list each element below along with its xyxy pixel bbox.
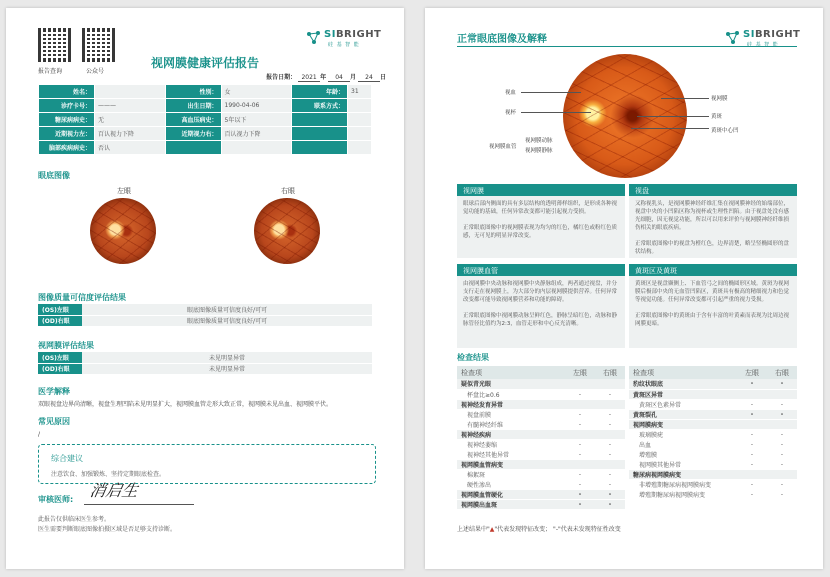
info-key bbox=[292, 127, 348, 141]
table-row bbox=[38, 352, 372, 363]
check-cell: 黄斑区异常 bbox=[629, 389, 737, 399]
column-header: 左眼 bbox=[565, 366, 595, 379]
date-month: 04 bbox=[328, 74, 350, 82]
check-cell: - bbox=[595, 439, 625, 449]
optic-disc-explain-body: 又称视乳头，是视网膜神经纤维汇集在视网膜神经的始端部位，视盘中央的小凹陷区称为视杯或生理性凹陷。由于视盘处没有感光细胞，因无视觉功能，所以可以用来评价与视网膜神经纤维损伤相关的眼底疾病。 正常眼底图像中的视盘为橙红色，边界清楚，略呈竖椭圆形的盘状结构。 bbox=[629, 196, 797, 258]
table-row bbox=[39, 141, 372, 155]
leader-line bbox=[521, 112, 591, 113]
table-row bbox=[38, 304, 372, 315]
retina-left-value: 未见明显异常 bbox=[82, 352, 372, 363]
check-cell: 棉絮斑 bbox=[457, 469, 565, 479]
date-day: 24 bbox=[358, 74, 380, 82]
info-key: 近期视力右： bbox=[165, 127, 221, 141]
logo-network-icon bbox=[725, 30, 741, 46]
check-cell: - bbox=[595, 469, 625, 479]
check-cell bbox=[565, 459, 595, 469]
info-value: ——— bbox=[95, 99, 166, 113]
check-cell: 视网膜血管硬化 bbox=[457, 489, 565, 499]
check-cell: 糖尿病视网膜病变 bbox=[629, 469, 737, 479]
report-page-2 bbox=[425, 8, 823, 569]
table-row bbox=[629, 439, 797, 449]
check-cell: - bbox=[767, 429, 797, 439]
right-eye-caption: 右眼 bbox=[281, 187, 295, 195]
retina-explain-title: 视网膜 bbox=[457, 184, 625, 196]
table-row bbox=[629, 469, 797, 479]
check-cell bbox=[595, 399, 625, 409]
check-cell bbox=[595, 429, 625, 439]
advice-box bbox=[38, 444, 376, 484]
table-row bbox=[457, 419, 625, 429]
info-key: 近期视力左： bbox=[39, 127, 95, 141]
leader-line bbox=[637, 116, 709, 117]
label-fovea: 黄斑中心凹 bbox=[711, 128, 739, 134]
check-cell: - bbox=[595, 479, 625, 489]
check-cell: - bbox=[595, 489, 625, 499]
info-key: 高血压病史： bbox=[165, 113, 221, 127]
logo-brand-a: SI bbox=[743, 29, 755, 40]
retina-explain-body: 眼球后部内侧面的具有多层结构的透明薄样组织，是形成各种视觉功能的基础，任何异常改变都可能引起视力受损。 正常眼底图像中的视网膜表现为均匀的红色，橘红色或粉红色质感，无可见的明显异常改变。 bbox=[457, 196, 625, 258]
label-retina: 视网膜 bbox=[711, 96, 728, 102]
check-cell: - bbox=[767, 409, 797, 419]
table-row bbox=[457, 469, 625, 479]
check-cell: - bbox=[565, 489, 595, 499]
check-cell: 疑似青光眼 bbox=[457, 379, 565, 389]
table-row bbox=[457, 489, 625, 499]
logo-brand-b: BRIGHT bbox=[335, 29, 382, 40]
check-cell: - bbox=[595, 409, 625, 419]
check-cell: 视神经其他异常 bbox=[457, 449, 565, 459]
table-row bbox=[38, 363, 372, 374]
retina-table bbox=[38, 352, 372, 375]
table-row bbox=[457, 499, 625, 509]
table-header bbox=[457, 366, 625, 379]
check-cell: 视神经萎缩 bbox=[457, 439, 565, 449]
check-cell: - bbox=[565, 439, 595, 449]
table-row bbox=[629, 449, 797, 459]
advice-title: 综合建议 bbox=[51, 454, 83, 463]
check-cell: 杯盘比≥0.6 bbox=[457, 389, 565, 399]
check-cell: - bbox=[595, 499, 625, 509]
signature-line bbox=[84, 504, 194, 505]
check-cell: - bbox=[737, 399, 767, 409]
check-cell: - bbox=[595, 449, 625, 459]
check-cell: 视神经发育异常 bbox=[457, 399, 565, 409]
date-m: 月 bbox=[350, 74, 357, 81]
check-cell: 视网膜病变 bbox=[629, 419, 737, 429]
check-cell: - bbox=[737, 429, 767, 439]
check-cell bbox=[565, 399, 595, 409]
check-cell: - bbox=[767, 439, 797, 449]
check-cell: - bbox=[737, 479, 767, 489]
check-cell: 有髓神经纤维 bbox=[457, 419, 565, 429]
check-cell: - bbox=[565, 449, 595, 459]
retina-right-value: 未见明显异常 bbox=[82, 363, 372, 374]
left-eye-caption: 左眼 bbox=[117, 187, 131, 195]
check-cell bbox=[595, 459, 625, 469]
table-header bbox=[629, 366, 797, 379]
check-cell: 视网膜其他异常 bbox=[629, 459, 737, 469]
causes-text: / bbox=[38, 431, 41, 438]
logo-sub: 硅 基 智 能 bbox=[328, 42, 360, 48]
table-row bbox=[39, 127, 372, 141]
advice-text: 注意饮食、加强锻炼、坚持定期眼底检查。 bbox=[51, 471, 166, 478]
check-cell: 黄斑裂孔 bbox=[629, 409, 737, 419]
sibright-logo bbox=[306, 28, 384, 50]
check-cell: - bbox=[767, 479, 797, 489]
check-cell: - bbox=[767, 379, 797, 389]
check-cell bbox=[565, 379, 595, 389]
info-key: 联系方式： bbox=[292, 99, 348, 113]
check-cell: 出血 bbox=[629, 439, 737, 449]
check-cell: - bbox=[767, 399, 797, 409]
date-year: 2021 bbox=[298, 74, 320, 82]
info-key: 年龄： bbox=[292, 85, 348, 99]
info-value bbox=[221, 141, 292, 155]
label-vessel: 视血 bbox=[505, 90, 517, 96]
date-y: 年 bbox=[320, 74, 327, 81]
info-value: 百认视力下降 bbox=[95, 127, 166, 141]
right-eye-fundus-image[interactable] bbox=[254, 198, 320, 264]
info-value bbox=[348, 127, 372, 141]
legend-text: "代表发现特征改变； "-"代表未发现特征性改变 bbox=[494, 526, 621, 533]
check-cell: - bbox=[767, 459, 797, 469]
check-cell: 增殖膜 bbox=[629, 449, 737, 459]
table-row bbox=[629, 419, 797, 429]
info-value bbox=[348, 141, 372, 155]
reviewer-label: 审核医师: bbox=[38, 495, 74, 504]
check-cell: 玻璃膜疣 bbox=[629, 429, 737, 439]
left-eye-fundus-image[interactable] bbox=[90, 198, 156, 264]
info-value: 否认 bbox=[95, 141, 166, 155]
check-cell: - bbox=[737, 459, 767, 469]
check-cell: - bbox=[595, 389, 625, 399]
label-optic-cup: 视杯 bbox=[505, 110, 517, 116]
check-cell bbox=[737, 419, 767, 429]
table-row bbox=[629, 379, 797, 389]
check-cell: 增殖期糖尿病视网膜病变 bbox=[629, 489, 737, 499]
table-row bbox=[629, 389, 797, 399]
check-cell: - bbox=[737, 439, 767, 449]
label-disc-vein: 视网膜静脉 bbox=[525, 148, 553, 154]
quality-left-key: (OS)左眼 bbox=[38, 304, 82, 315]
check-cell bbox=[767, 389, 797, 399]
quality-right-key: (OD)右眼 bbox=[38, 315, 82, 326]
check-cell: - bbox=[565, 409, 595, 419]
logo-sub: 硅 基 智 能 bbox=[747, 42, 779, 48]
qr-label-account: 公众号 bbox=[86, 68, 105, 75]
footer-note-2: 医生需要判断眼底图像拍摄区域是否足够支持诊断。 bbox=[38, 526, 177, 533]
check-cell bbox=[737, 469, 767, 479]
check-cell bbox=[767, 419, 797, 429]
table-row bbox=[457, 479, 625, 489]
info-key: 诊疗卡号： bbox=[39, 99, 95, 113]
column-header: 左眼 bbox=[737, 366, 767, 379]
warning-triangle-icon: ▲ bbox=[489, 526, 495, 533]
title-divider bbox=[457, 46, 797, 47]
fundus-section-title: 眼底图像 bbox=[38, 171, 70, 180]
table-row bbox=[629, 429, 797, 439]
logo-brand-b: BRIGHT bbox=[754, 29, 801, 40]
info-key: 脑部疾病病史： bbox=[39, 141, 95, 155]
check-cell bbox=[737, 389, 767, 399]
legend-prefix: 上述结果中" bbox=[457, 526, 490, 533]
info-value: 女 bbox=[221, 85, 292, 99]
check-cell: - bbox=[595, 419, 625, 429]
table-row bbox=[457, 389, 625, 399]
table-row bbox=[457, 399, 625, 409]
medical-section-title: 医学解释 bbox=[38, 387, 70, 396]
check-cell: 硬性渗出 bbox=[457, 479, 565, 489]
check-cell: - bbox=[767, 489, 797, 499]
column-header: 检查项 bbox=[629, 366, 737, 379]
medical-text: 双眼视盘边界尚清晰，视盘生理凹陷未见明显扩大，视网膜血管走形大致正常，视网膜未见出血、视网膜平伏。 bbox=[38, 401, 333, 408]
macula-explain-box bbox=[629, 264, 797, 348]
info-value bbox=[348, 99, 372, 113]
check-cell: 非增殖期糖尿病视网膜病变 bbox=[629, 479, 737, 489]
report-title: 视网膜健康评估报告 bbox=[150, 56, 259, 70]
optic-disc-explain-title: 视盘 bbox=[629, 184, 797, 196]
table-row bbox=[457, 449, 625, 459]
label-macula: 黄斑 bbox=[711, 114, 723, 120]
patient-info-table bbox=[38, 84, 372, 155]
check-cell bbox=[767, 469, 797, 479]
info-key: 姓名： bbox=[39, 85, 95, 99]
optic-disc-explain-box bbox=[629, 184, 797, 258]
report-page-1 bbox=[6, 8, 404, 569]
check-cell: - bbox=[767, 449, 797, 459]
table-row bbox=[629, 459, 797, 469]
check-cell: - bbox=[565, 479, 595, 489]
check-cell: 视神经疾病 bbox=[457, 429, 565, 439]
quality-table bbox=[38, 304, 372, 327]
check-cell: 黄斑区色素异常 bbox=[629, 399, 737, 409]
vessel-explain-title: 视网膜血管 bbox=[457, 264, 625, 276]
column-header: 右眼 bbox=[767, 366, 797, 379]
info-key: 性别： bbox=[165, 85, 221, 99]
retina-explain-box bbox=[457, 184, 625, 258]
table-row bbox=[629, 489, 797, 499]
info-value: 1990-04-06 bbox=[221, 99, 292, 113]
info-value: 31 bbox=[348, 85, 372, 99]
footer-note-1: 此报告仅供临床医生参考。 bbox=[38, 516, 111, 523]
table-row bbox=[39, 113, 372, 127]
check-cell bbox=[595, 379, 625, 389]
info-value bbox=[95, 85, 166, 99]
table-row bbox=[629, 399, 797, 409]
table-row bbox=[39, 85, 372, 99]
info-value bbox=[348, 113, 372, 127]
retina-right-key: (OD)右眼 bbox=[38, 363, 82, 374]
table-row bbox=[457, 379, 625, 389]
doctor-signature: 消启生 bbox=[88, 481, 140, 500]
info-value: 百认视力下降 bbox=[221, 127, 292, 141]
check-cell: - bbox=[565, 389, 595, 399]
info-key bbox=[292, 141, 348, 155]
date-prefix: 报告日期： bbox=[266, 74, 297, 81]
table-row bbox=[457, 459, 625, 469]
retina-section-title: 视网膜评估结果 bbox=[38, 341, 94, 350]
results-legend bbox=[457, 524, 621, 533]
report-date bbox=[266, 72, 386, 82]
check-cell: - bbox=[565, 419, 595, 429]
logo-brand-a: SI bbox=[324, 29, 336, 40]
label-disc-artery: 视网膜动脉 bbox=[525, 138, 553, 144]
causes-section-title: 常见原因 bbox=[38, 417, 70, 426]
column-header: 右眼 bbox=[595, 366, 625, 379]
check-table-right bbox=[629, 366, 797, 500]
check-cell: - bbox=[737, 409, 767, 419]
check-cell: 视网膜血管病变 bbox=[457, 459, 565, 469]
info-value: 无 bbox=[95, 113, 166, 127]
normal-fundus-title: 正常眼底图像及解释 bbox=[457, 34, 547, 45]
info-value: 5年以下 bbox=[221, 113, 292, 127]
label-nerve: 视网膜血管 bbox=[489, 144, 517, 150]
check-cell: - bbox=[737, 449, 767, 459]
macula-explain-title: 黄斑区及黄斑 bbox=[629, 264, 797, 276]
leader-line bbox=[661, 98, 709, 99]
table-row bbox=[457, 409, 625, 419]
info-key bbox=[292, 113, 348, 127]
table-row bbox=[457, 429, 625, 439]
logo-network-icon bbox=[306, 30, 322, 46]
macula-explain-body: 黄斑区是视盘颞侧上、下血管弓之间的椭圆形区域。黄斑为视网膜后极部中央的无血管凹陷区，黄斑具有极高的精细视力和色觉等视觉功能。任何异常改变都可引起严重的视力受损。 正常眼底图像中的黄斑由于含有丰富的叶黄素而表现为比周边视网膜更暗。 bbox=[629, 276, 797, 348]
table-row bbox=[39, 99, 372, 113]
vessel-explain-box bbox=[457, 264, 625, 348]
qr-label-query: 报告查询 bbox=[38, 68, 63, 75]
quality-section-title: 图像质量可信度评估结果 bbox=[38, 293, 126, 302]
quality-left-value: 眼底图像质量可信度良好/可可 bbox=[82, 304, 372, 315]
check-cell: 豹纹状眼底 bbox=[629, 379, 737, 389]
table-row bbox=[629, 409, 797, 419]
check-cell: - bbox=[737, 489, 767, 499]
check-cell: - bbox=[565, 469, 595, 479]
leader-line bbox=[631, 128, 709, 129]
check-cell: 视网膜出血斑 bbox=[457, 499, 565, 509]
check-cell: - bbox=[737, 379, 767, 389]
retina-left-key: (OS)左眼 bbox=[38, 352, 82, 363]
info-key: 糖尿病病史： bbox=[39, 113, 95, 127]
info-key bbox=[165, 141, 221, 155]
leader-line bbox=[521, 92, 581, 93]
table-row bbox=[629, 479, 797, 489]
quality-right-value: 眼底图像质量可信度良好/可可 bbox=[82, 315, 372, 326]
check-cell: - bbox=[565, 499, 595, 509]
info-key: 出生日期： bbox=[165, 99, 221, 113]
date-d: 日 bbox=[379, 74, 386, 81]
check-cell bbox=[565, 429, 595, 439]
table-row bbox=[457, 439, 625, 449]
vessel-explain-body: 由视网膜中央动脉和视网膜中央静脉组成，两者通过视盘，并分支行走在视网膜上，为大部分的内层视网膜提供营养。任何异常改变都可能导致视网膜营养和功能的障碍。 正常眼底图像中视网膜动脉呈鲜红色，静脉呈暗红色，动脉和静脉管径比值约为2:3，血管走形和中心反光清晰。 bbox=[457, 276, 625, 348]
column-header: 检查项 bbox=[457, 366, 565, 379]
check-table-left bbox=[457, 366, 625, 510]
check-results-title: 检查结果 bbox=[457, 353, 489, 362]
check-cell: 视盘前膜 bbox=[457, 409, 565, 419]
table-row bbox=[38, 315, 372, 326]
